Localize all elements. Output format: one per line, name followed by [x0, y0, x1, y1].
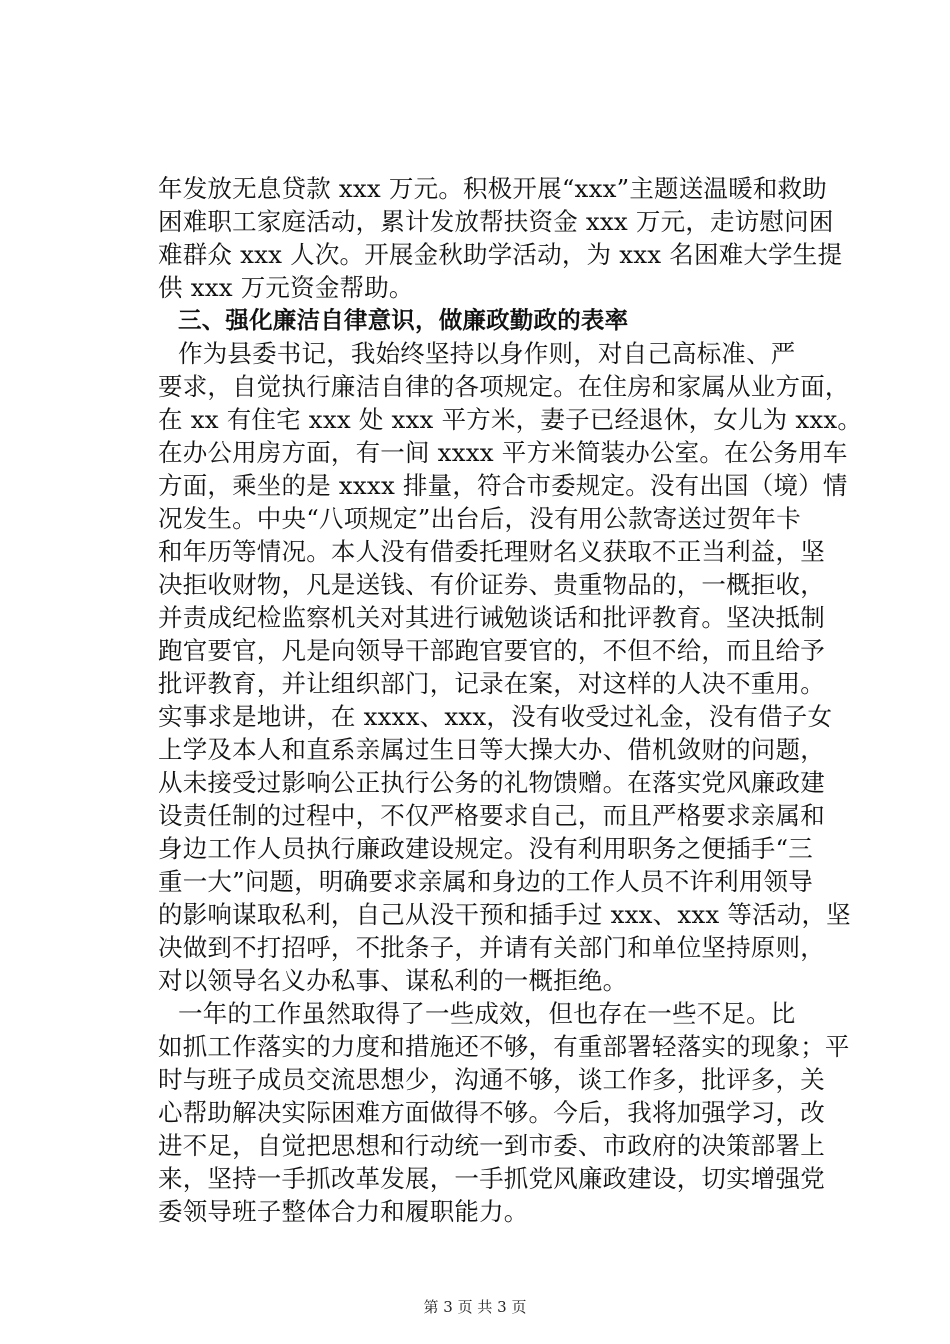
text-line: 时与班子成员交流思想少，沟通不够，谈工作多，批评多，关	[158, 1065, 825, 1094]
text-line: 供 xxx 万元资金帮助。	[158, 273, 414, 302]
text-line: 来，坚持一手抓改革发展，一手抓党风廉政建设，切实增强党	[158, 1164, 825, 1193]
text-line: 批评教育，并让组织部门，记录在案，对这样的人决不重用。	[158, 669, 825, 698]
text-line: 作为县委书记，我始终坚持以身作则，对自己高标准、严	[178, 339, 796, 368]
text-line: 心帮助解决实际困难方面做得不够。今后，我将加强学习，改	[158, 1098, 825, 1127]
document-body	[158, 172, 863, 1228]
text-line: 要求，自觉执行廉洁自律的各项规定。在住房和家属从业方面，	[158, 372, 850, 401]
text-line: 跑官要官，凡是向领导干部跑官要官的，不但不给，而且给予	[158, 636, 825, 665]
text-line: 重一大”问题，明确要求亲属和身边的工作人员不许利用领导	[158, 867, 813, 896]
text-line: 对以领导名义办私事、谋私利的一概拒绝。	[158, 966, 628, 995]
text-line: 况发生。中央“八项规定”出台后，没有用公款寄送过贺年卡	[158, 504, 801, 533]
text-line: 从未接受过影响公正执行公务的礼物馈赠。在落实党风廉政建	[158, 768, 825, 797]
text-line: 决拒收财物，凡是送钱、有价证券、贵重物品的，一概拒收，	[158, 570, 825, 599]
text-line: 一年的工作虽然取得了一些成效，但也存在一些不足。比	[178, 999, 796, 1028]
text-line: 困难职工家庭活动，累计发放帮扶资金 xxx 万元，走访慰问困	[158, 207, 834, 236]
text-line: 在 xx 有住宅 xxx 处 xxx 平方米，妻子已经退休，女儿为 xxx。	[158, 405, 863, 434]
text-line: 方面，乘坐的是 xxxx 排量，符合市委规定。没有出国（境）情	[158, 471, 848, 500]
text-line: 设责任制的过程中，不仅严格要求自己，而且严格要求亲属和	[158, 801, 825, 830]
text-line: 上学及本人和直系亲属过生日等大操大办、借机敛财的问题，	[158, 735, 825, 764]
section-heading: 三、强化廉洁自律意识，做廉政勤政的表率	[178, 306, 629, 334]
text-line: 并责成纪检监察机关对其进行诫勉谈话和批评教育。坚决抵制	[158, 603, 825, 632]
text-line: 委领导班子整体合力和履职能力。	[158, 1197, 529, 1226]
text-line: 在办公用房方面，有一间 xxxx 平方米简装办公室。在公务用车	[158, 438, 848, 467]
page-number-footer: 第 3 页 共 3 页	[423, 1298, 527, 1316]
text-line: 身边工作人员执行廉政建设规定。没有利用职务之便插手“三	[158, 834, 813, 863]
text-line: 如抓工作落实的力度和措施还不够，有重部署轻落实的现象；平	[158, 1032, 850, 1061]
text-line: 难群众 xxx 人次。开展金秋助学活动，为 xxx 名困难大学生提	[158, 240, 843, 269]
text-line: 和年历等情况。本人没有借委托理财名义获取不正当利益，坚	[158, 537, 825, 566]
text-line: 年发放无息贷款 xxx 万元。积极开展“xxx”主题送温暖和救助	[158, 174, 827, 203]
text-line: 进不足，自觉把思想和行动统一到市委、市政府的决策部署上	[158, 1131, 825, 1160]
text-line: 的影响谋取私利，自己从没干预和插手过 xxx、xxx 等活动，坚	[158, 900, 851, 929]
text-line: 决做到不打招呼，不批条子，并请有关部门和单位坚持原则，	[158, 933, 825, 962]
text-line: 实事求是地讲，在 xxxx、xxx，没有收受过礼金，没有借子女	[158, 702, 833, 731]
